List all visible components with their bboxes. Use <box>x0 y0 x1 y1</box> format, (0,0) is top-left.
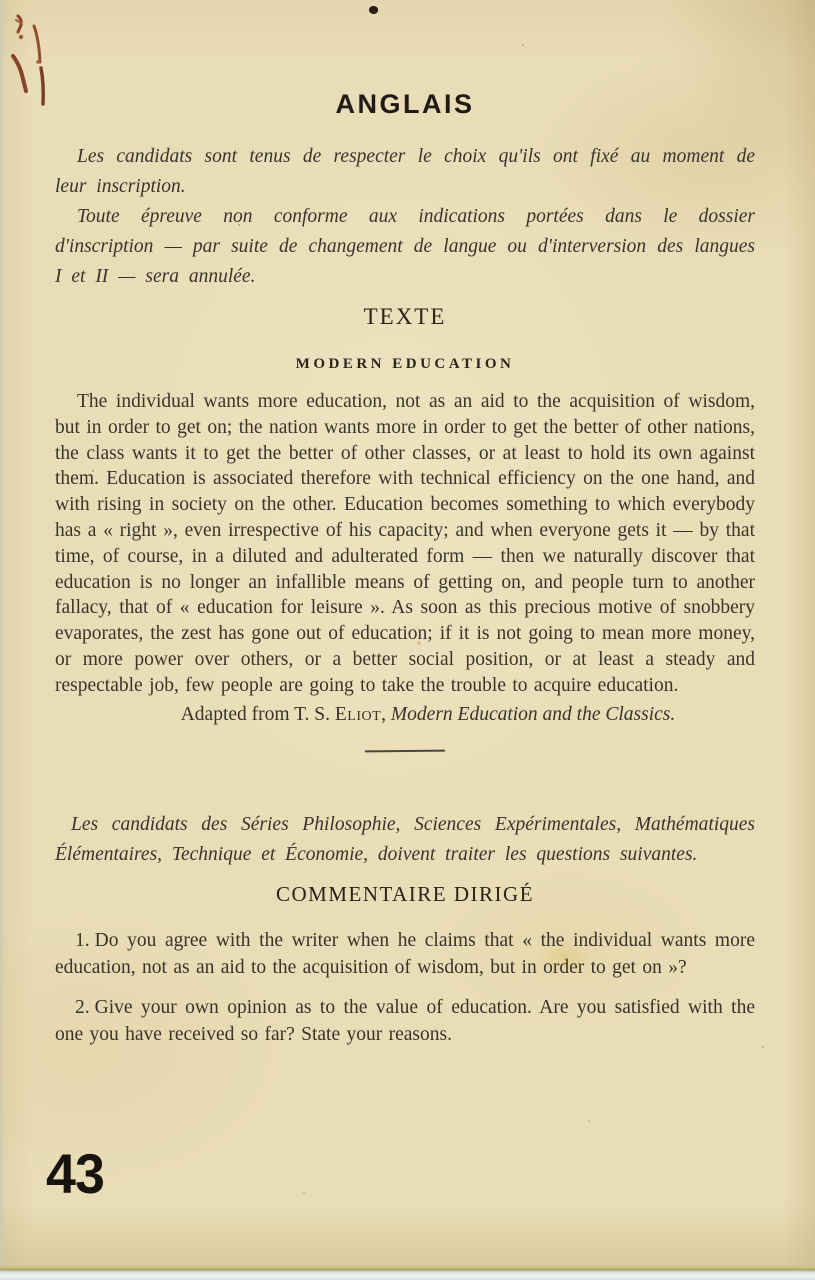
candidate-notice <box>55 142 755 292</box>
texte-heading: TEXTE <box>363 304 447 329</box>
attribution-separator: , <box>381 703 391 725</box>
page-title: ANGLAIS <box>335 89 475 119</box>
question-1 <box>55 927 755 981</box>
question-1-text: Do you agree with the writer when he claims that « the individual wants more education, not as an aid to the acquisition of wisdom, but in order to get on »? <box>55 929 755 978</box>
series-instructions: Les candidats des Séries Philosophie, Sciences Expérimentales, Mathématiques Élémentaires, Technique et Économie, doivent traiter les questions suivantes. <box>55 813 755 865</box>
scan-bottom-edge <box>0 1264 815 1280</box>
question-2-number: 2. <box>75 996 90 1018</box>
attribution-prefix: Adapted from T. S. <box>180 703 335 725</box>
attribution-author: Eliot <box>334 703 382 725</box>
reading-passage: The individual wants more education, not as an aid to the acquisition of wisdom, but in order to get on; the nation wants more in order to get the better of other nations, the class wants it to get the better of other classes, or at least to hold its own against them. Education is associated therefore with technical efficiency on the one hand, and with rising in society on the other. Education becomes something to which everybody has a « right », even irrespective of his capacity; and when everyone gets it — by that time, of course, in a diluted and adulterated form — then we naturally discover that education is no longer an infallible means of getting on, and people turn to another fallacy, that of « education for leisure ». As soon as this precious motive of snobbery evaporates, the zest has gone out of education; if it is not going to mean more money, or more power over others, or a better social position, or at least a steady and respectable job, few people are going to take the trouble to acquire education. <box>55 391 755 696</box>
attribution <box>55 702 755 728</box>
page-content <box>55 0 755 1048</box>
notice-paragraph-1: Les candidats sont tenus de respecter le choix qu'ils ont fixé au moment de leur inscription. <box>55 146 755 197</box>
commentaire-heading: COMMENTAIRE DIRIGÉ <box>275 881 535 906</box>
modern-education-heading: MODERN EDUCATION <box>295 356 515 372</box>
attribution-work-title: Modern Education and the Classics. <box>390 703 676 725</box>
question-1-number: 1. <box>75 929 90 951</box>
page-number: 43 <box>46 1142 104 1205</box>
section-divider <box>365 749 445 752</box>
question-2-text: Give your own opinion as to the value of education. Are you satisfied with the one you have received so far? State your reasons. <box>55 996 755 1045</box>
handwritten-ink-marks <box>4 6 56 126</box>
question-2 <box>55 994 755 1048</box>
notice-paragraph-2: Toute épreuve non conforme aux indications portées dans le dossier d'inscription — par suite de changement de langue ou d'interversion des langues I et II — sera annulée. <box>55 206 755 287</box>
paper-specks <box>0 0 2 2</box>
